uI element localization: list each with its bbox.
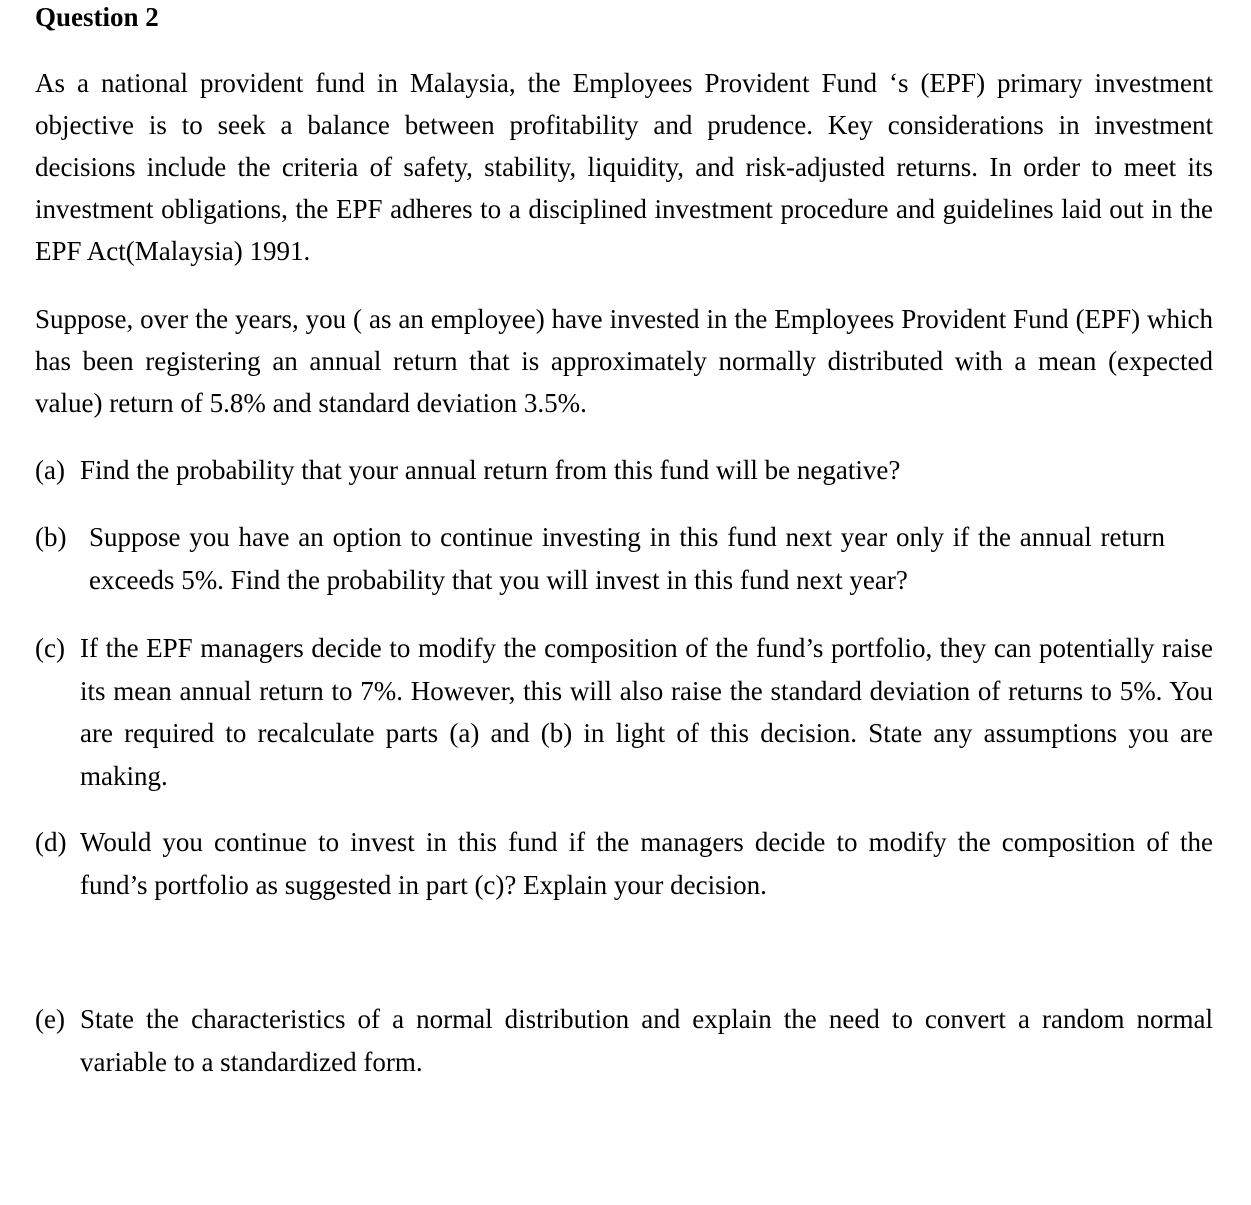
question-text: Would you continue to invest in this fund if the managers decide to modify the composition of the fund’s portfolio as suggested in part (c)? Explain your decision. bbox=[80, 827, 1213, 900]
question-text: Find the probability that your annual return from this fund will be negative? bbox=[80, 455, 901, 485]
question-item-c bbox=[35, 627, 1213, 797]
question-item-b bbox=[35, 516, 1165, 601]
question-label: (a) bbox=[35, 455, 65, 485]
question-label: (b) bbox=[35, 522, 67, 552]
question-text: State the characteristics of a normal distribution and explain the need to convert a random normal variable to a standardized form. bbox=[80, 1004, 1213, 1077]
question-item-e bbox=[35, 998, 1213, 1083]
question-item-d bbox=[35, 821, 1213, 906]
question-text: If the EPF managers decide to modify the composition of the fund’s portfolio, they can potentially raise its mean annual return to 7%. However, this will also raise the standard deviation of returns to 5%. You are required to recalculate parts (a) and (b) in light of this decision. State any assumptions you are making. bbox=[80, 633, 1213, 791]
question-title: Question 2 bbox=[35, 2, 159, 32]
question-label: (c) bbox=[35, 633, 65, 663]
question-label: (e) bbox=[35, 1004, 65, 1034]
question-item-a bbox=[35, 449, 1213, 492]
intro-paragraph: As a national provident fund in Malaysia, the Employees Provident Fund ‘s (EPF) primary investment objective is to seek a balance between profitability and prudence. Key considerations in investment decisions include the criteria of safety, stability, liquidity, and risk-adjusted returns. In order to meet its investment obligations, the EPF adheres to a disciplined investment procedure and guidelines laid out in the EPF Act(Malaysia) 1991. bbox=[35, 68, 1213, 266]
scenario-paragraph: Suppose, over the years, you ( as an employee) have invested in the Employees Provident Fund (EPF) which has been registering an annual return that is approximately normally distributed with a mean (expected value) return of 5.8% and standard deviation 3.5%. bbox=[35, 304, 1213, 418]
question-label: (d) bbox=[35, 827, 67, 857]
question-text: Suppose you have an option to continue investing in this fund next year only if the annual return exceeds 5%. Find the probability that you will invest in this fund next year? bbox=[89, 522, 1165, 595]
